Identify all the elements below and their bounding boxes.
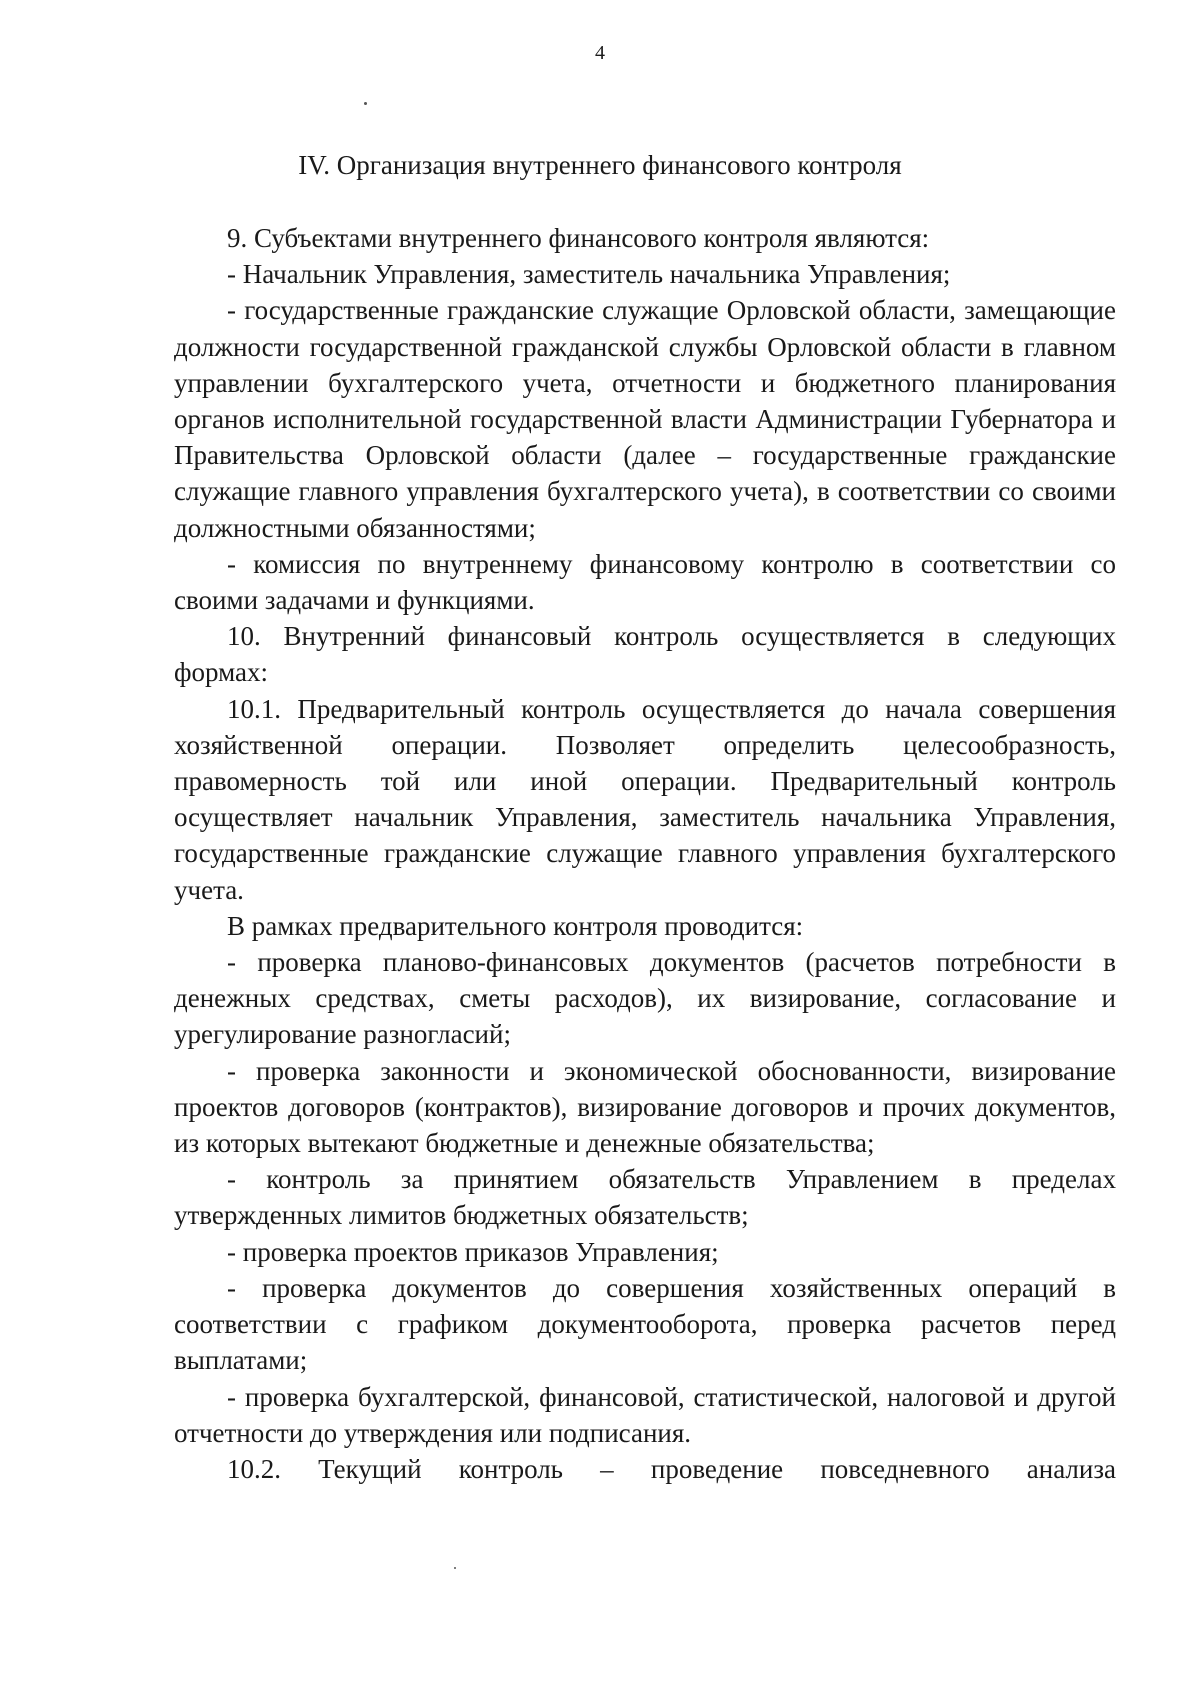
paragraph: - проверка бухгалтерской, финансовой, статистической, налоговой и другой отчетности до утверждения или подписания.: [174, 1381, 1116, 1448]
page-number: 4: [595, 42, 605, 64]
scan-speck: [364, 102, 367, 105]
paragraph: 9. Субъектами внутреннего финансового контроля являются:: [227, 223, 930, 253]
paragraph: В рамках предварительного контроля проводится:: [227, 910, 804, 941]
section-title: IV. Организация внутреннего финансового контроля: [298, 150, 902, 180]
paragraph: - проверка планово-финансовых документов (расчетов потребности в денежных средствах, сметы расходов), их визирование, согласование и урегулирование разногласий;: [174, 947, 1116, 1050]
paragraph: - проверка проектов приказов Управления;: [227, 1236, 719, 1267]
paragraph: - проверка документов до совершения хозяйственных операций в соответствии с графиком документооборота, проверка расчетов перед выплатами;: [174, 1272, 1116, 1376]
paragraph: - комиссия по внутреннему финансовому контролю в соответствии со своими задачами и функциями.: [174, 548, 1116, 616]
scan-speck: [454, 1567, 456, 1569]
paragraph: 10.1. Предварительный контроль осуществляется до начала совершения хозяйственной операции. Позволяет определить целесообразность, правомерность той или иной операции. Предварительный контроль осуществляет начальник Управления, заместитель начальника Управления, государственные гражданские служащие главного управления бухгалтерского учета.: [174, 693, 1116, 905]
paragraph: - государственные гражданские служащие Орловской области, замещающие должности государственной гражданской службы Орловской области в главном управлении бухгалтерского учета, отчетности и бюджетного планирования органов исполнительной государственной власти Администрации Губернатора и Правительства Орловской области (далее – государственные гражданские служащие главного управления бухгалтерского учета), в соответствии со своими должностными обязанностями;: [174, 295, 1116, 543]
paragraph: - контроль за принятием обязательств Управлением в пределах утвержденных лимитов бюджетных обязательств;: [174, 1164, 1116, 1231]
paragraph: 10. Внутренний финансовый контроль осуществляется в следующих формах:: [174, 621, 1116, 688]
paragraph: - Начальник Управления, заместитель начальника Управления;: [227, 259, 951, 290]
document-body: [174, 220, 1116, 1487]
paragraph: 10.2. Текущий контроль – проведение повседневного анализа: [227, 1453, 1116, 1484]
paragraph: - проверка законности и экономической обоснованности, визирование проектов договоров (контрактов), визирование договоров и прочих документов, из которых вытекают бюджетные и денежные обязательства;: [174, 1055, 1116, 1159]
